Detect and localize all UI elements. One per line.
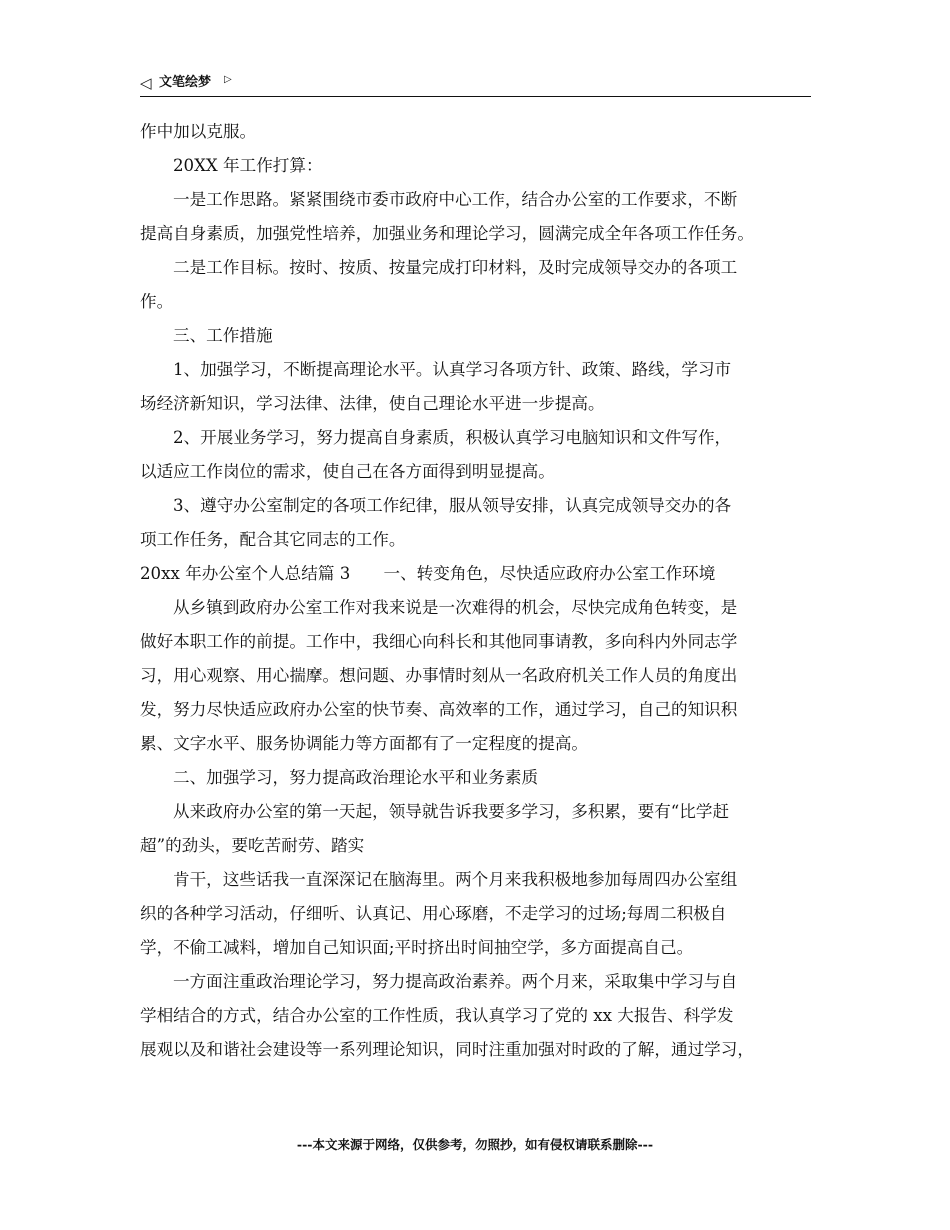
right-triangle-icon: ▷ [224, 74, 232, 85]
paragraph-line: 超”的劲头，要吃苦耐劳、踏实 [140, 836, 365, 855]
paragraph-line: 1、加强学习，不断提高理论水平。认真学习各项方针、政策、路线，学习市 [173, 360, 732, 379]
footer-disclaimer: ---本文来源于网络，仅供参考，勿照抄，如有侵权请联系删除--- [296, 1137, 654, 1152]
paragraph-line: 二是工作目标。按时、按质、按量完成打印材料，及时完成领导交办的各项工 [173, 258, 738, 277]
paragraph-line: 做好本职工作的前提。工作中，我细心向科长和其他同事请教，多向科内外同志学 [140, 632, 738, 651]
page-header [140, 72, 811, 97]
paragraph-line: 发，努力尽快适应政府办公室的快节奏、高效率的工作，通过学习，自己的知识积 [140, 700, 738, 719]
left-triangle-icon: ◁ [140, 74, 152, 92]
paragraph-line: 20XX 年工作打算： [173, 156, 323, 175]
paragraph-line: 一是工作思路。紧紧围绕市委市政府中心工作，结合办公室的工作要求，不断 [173, 190, 738, 209]
paragraph-line: 场经济新知识，学习法律、法律，使自己理论水平进一步提高。 [140, 394, 605, 413]
document-body [140, 115, 815, 1067]
paragraph-line: 作中加以克服。 [140, 122, 257, 141]
paragraph-line: 习，用心观察、用心揣摩。想问题、办事情时刻从一名政府机关工作人员的角度出 [140, 666, 738, 685]
paragraph-line: 从乡镇到政府办公室工作对我来说是一次难得的机会，尽快完成角色转变，是 [173, 598, 738, 617]
paragraph-line: 提高自身素质，加强党性培养，加强业务和理论学习，圆满完成全年各项工作任务。 [140, 224, 754, 243]
paragraph-line: 织的各种学习活动，仔细听、认真记、用心琢磨，不走学习的过场;每周二积极自 [140, 904, 727, 923]
paragraph-line: 学相结合的方式，结合办公室的工作性质，我认真学习了党的 xx 大报告、科学发 [140, 1006, 734, 1025]
header-brand: 文笔绘梦 [159, 75, 212, 90]
paragraph-line: 三、工作措施 [173, 326, 273, 345]
paragraph-line: 2、开展业务学习，努力提高自身素质，积极认真学习电脑知识和文件写作， [173, 428, 732, 447]
paragraph-line: 以适应工作岗位的需求，使自己在各方面得到明显提高。 [140, 462, 555, 481]
paragraph-line: 20xx 年办公室个人总结篇 3 一、转变角色，尽快适应政府办公室工作环境 [140, 564, 716, 583]
paragraph-line: 展观以及和谐社会建设等一系列理论知识，同时注重加强对时政的了解，通过学习， [140, 1040, 754, 1059]
paragraph-line: 一方面注重政治理论学习，努力提高政治素养。两个月来，采取集中学习与自 [173, 972, 738, 991]
paragraph-line: 项工作任务，配合其它同志的工作。 [140, 530, 406, 549]
paragraph-line: 作。 [140, 292, 174, 311]
paragraph-line: 累、文字水平、服务协调能力等方面都有了一定程度的提高。 [140, 734, 589, 753]
paragraph-line: 从来政府办公室的第一天起，领导就告诉我要多学习，多积累，要有“比学赶 [173, 802, 730, 821]
paragraph-line: 学，不偷工减料，增加自己知识面;平时挤出时间抽空学，多方面提高自己。 [140, 938, 694, 957]
paragraph-line: 二、加强学习，努力提高政治理论水平和业务素质 [173, 768, 539, 787]
paragraph-line: 3、遵守办公室制定的各项工作纪律，服从领导安排，认真完成领导交办的各 [173, 496, 732, 515]
paragraph-line: 肯干，这些话我一直深深记在脑海里。两个月来我积极地参加每周四办公室组 [173, 870, 738, 889]
